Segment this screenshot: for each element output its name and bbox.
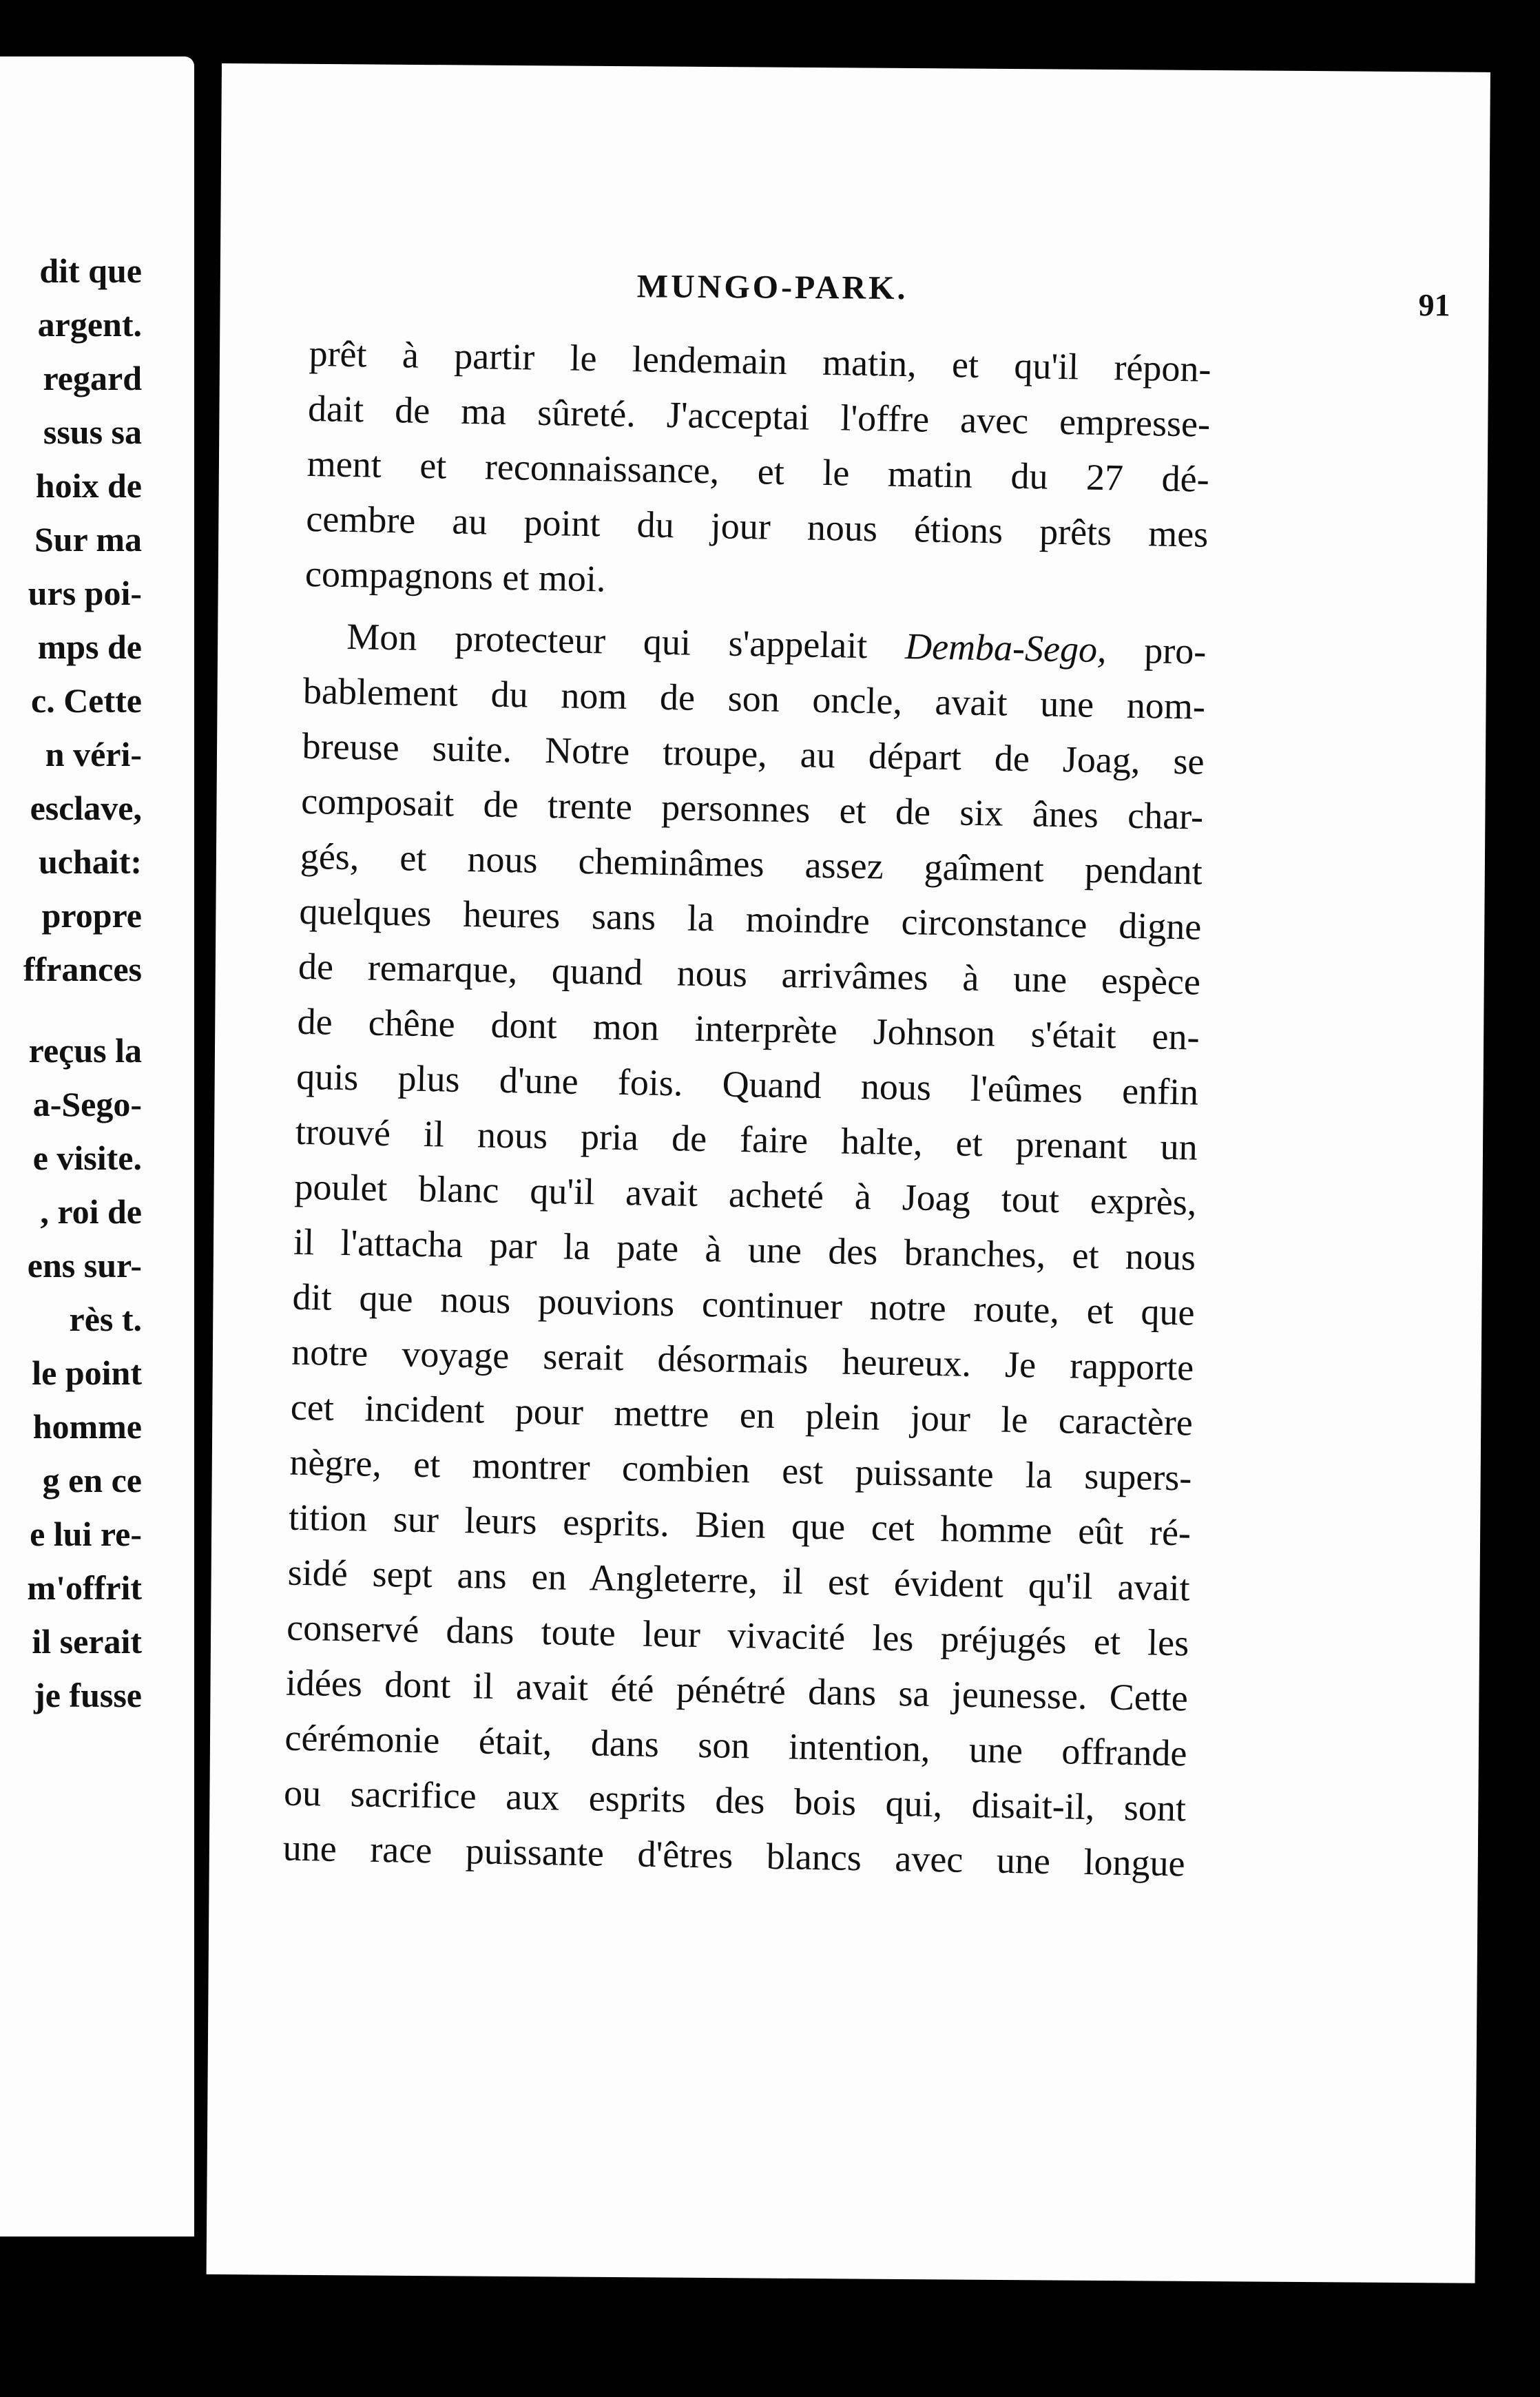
text-line: quelques heures sans la moindre circonstance digne [298,890,1202,948]
left-page-line: hoix de [35,466,142,505]
left-page-line: g en ce [42,1461,142,1500]
left-page-line: m'offrit [27,1568,142,1607]
left-page-line: il serait [32,1622,142,1661]
text-line: de remarque, quand nous arrivâmes à une espèce [298,945,1201,1003]
left-page-line: a-Sego- [32,1085,142,1123]
text-line: poulet blanc qu'il avait acheté à Joag tout exprès, [294,1165,1197,1223]
left-page-line: Sur ma [34,520,142,559]
left-page-line: e lui re- [30,1515,142,1553]
left-page-fragment [0,56,194,2237]
text-line: conservé dans toute leur vivacité les préjugés et les [286,1606,1189,1664]
text-line: breuse suite. Notre troupe, au départ de Joag, se [302,725,1205,782]
text-line: nègre, et montrer combien est puissante la supers- [289,1441,1192,1499]
left-page-line: n véri- [45,735,142,774]
text-line: ment et reconnaissance, et le matin du 27 dé- [306,442,1210,500]
left-page-line: e visite. [32,1139,142,1177]
text-line: quis plus d'une fois. Quand nous l'eûmes enfin [295,1055,1199,1113]
text-line: idées dont il avait été pénétré dans sa jeunesse. Cette [285,1661,1189,1719]
person-name: Demba-Sego, [904,625,1107,671]
left-page-line: uchait: [39,842,142,881]
text-line: Mon protecteur qui s'appelait Demba-Sego, pro- [346,615,1207,672]
text-line: cérémonie était, dans son intention, une offrande [284,1716,1187,1774]
left-page-line: urs poi- [28,574,142,612]
running-head: MUNGO-PARK. [636,268,908,307]
text-line: tition sur leurs esprits. Bien que cet homme eût ré- [288,1496,1192,1554]
text-line: compagnons et moi. [304,552,606,600]
right-page [207,63,1490,2283]
left-page-line: argent. [37,305,142,344]
left-page-line: mps de [37,627,142,666]
left-page-line: propre [41,896,142,935]
text-line: trouvé il nous pria de faire halte, et prenant un [295,1110,1198,1168]
text-line: il l'attacha par la pate à une des branches, et nous [293,1221,1196,1278]
text-line: une race puissante d'êtres blancs avec une longue [282,1827,1186,1885]
text-line: cet incident pour mettre en plein jour le caractère [290,1386,1194,1444]
left-page-line: ens sur- [27,1246,142,1285]
left-page-line: esclave, [30,789,142,827]
text-line: prêt à partir le lendemain matin, et qu'il répon- [309,332,1211,390]
page-number: 91 [1418,287,1450,323]
text-line: ou sacrifice aux esprits des bois qui, disait-il, sont [283,1772,1187,1829]
left-page-line: , roi de [40,1192,142,1231]
left-page-line: regard [43,359,142,397]
paragraph-1 [304,326,1211,617]
text-line: sidé sept ans en Angleterre, il est évident qu'il avait [287,1551,1191,1609]
text-line: gés, et nous cheminâmes assez gaîment pendant [300,835,1203,893]
text-line: notre voyage serait désormais heureux. Je rapporte [291,1331,1194,1389]
text-line: cembre au point du jour nous étions prêts mes [305,497,1209,555]
paragraph-2 [282,608,1207,1891]
left-page-line: rès t. [69,1300,142,1338]
text-line: bablement du nom de son oncle, avait une nom- [302,670,1206,727]
left-page-line: dit que [39,251,142,290]
left-page-line: ssus sa [43,413,142,451]
body-text [282,326,1211,1891]
left-page-line: je fusse [34,1676,142,1714]
left-page-line: reçus la [28,1031,142,1070]
left-page-line: homme [32,1407,142,1446]
text-line: dit que nous pouvions continuer notre route, et que [292,1276,1196,1334]
text-line: dait de ma sûreté. J'acceptai l'offre avec empresse- [307,387,1211,445]
text-line: composait de trente personnes et de six ânes char- [300,780,1204,838]
left-page-line: ffrances [23,950,142,988]
left-page-line: le point [32,1353,142,1392]
text-line: de chêne dont mon interprète Johnson s'était en- [297,1000,1200,1058]
left-page-line: c. Cette [31,681,142,720]
